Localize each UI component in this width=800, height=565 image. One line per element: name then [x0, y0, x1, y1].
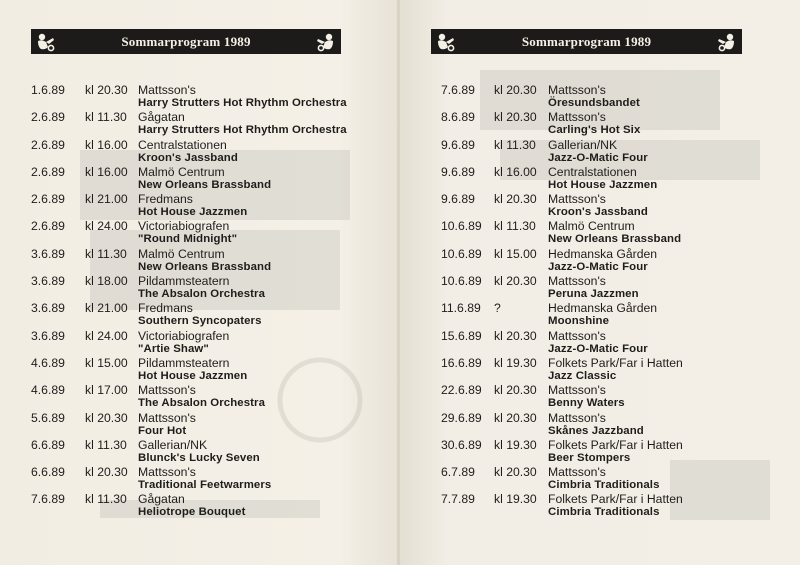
event-band: Kroon's Jassband [548, 206, 648, 219]
event-band: New Orleans Brassband [548, 233, 682, 246]
event-time: kl 20.30 [494, 274, 537, 289]
event-time: kl 21.00 [85, 301, 128, 316]
event-venue: Malmö Centrum [548, 219, 635, 234]
event-time: kl 20.30 [494, 383, 537, 398]
event-time: kl 16.00 [85, 137, 128, 152]
event-band: New Orleans Brassband [138, 178, 272, 191]
event-date: 30.6.89 [441, 437, 482, 452]
event-date: 22.6.89 [441, 383, 482, 398]
event-venue: Malmö Centrum [138, 164, 225, 179]
event-time: kl 15.00 [494, 246, 537, 261]
event-venue: Fredmans [138, 192, 193, 207]
event-date: 3.6.89 [31, 328, 65, 343]
event-time: kl 24.00 [85, 328, 128, 343]
event-venue: Pildammsteatern [138, 274, 230, 289]
event-band: Southern Syncopaters [138, 315, 262, 328]
event-time: kl 11.30 [85, 437, 127, 452]
event-time: kl 20.30 [494, 410, 537, 425]
event-band: Jazz-O-Matic Four [548, 260, 648, 273]
event-time: kl 21.00 [85, 192, 128, 207]
event-venue: Mattsson's [138, 83, 196, 97]
event-date: 2.6.89 [31, 137, 65, 152]
event-time: kl 16.00 [494, 164, 537, 179]
event-time: kl 18.00 [85, 274, 128, 289]
event-venue: Centralstationen [138, 137, 227, 152]
event-time: kl 20.30 [494, 192, 537, 207]
event-date: 3.6.89 [31, 246, 65, 261]
event-venue: Fredmans [138, 301, 193, 316]
event-venue: Victoriabiografen [138, 219, 230, 234]
event-date: 5.6.89 [31, 410, 65, 425]
event-date: 29.6.89 [441, 410, 482, 425]
event-band: Peruna Jazzmen [548, 288, 639, 301]
event-band: Öresundsbandet [548, 97, 640, 109]
event-venue: Hedmanska Gården [548, 246, 658, 261]
event-band: The Absalon Orchestra [138, 288, 266, 301]
event-date: 8.6.89 [441, 110, 475, 125]
event-time: kl 24.00 [85, 219, 128, 234]
event-venue: Mattsson's [548, 465, 606, 480]
event-venue: Hedmanska Gården [548, 301, 658, 316]
event-date: 1.6.89 [31, 83, 65, 97]
saxophone-player-icon [435, 32, 457, 52]
event-band: Hot House Jazzmen [138, 369, 248, 382]
event-venue: Folkets Park/Far i Hatten [548, 492, 683, 507]
event-date: 9.6.89 [441, 164, 475, 179]
event-date: 4.6.89 [31, 383, 65, 398]
event-venue: Mattsson's [138, 410, 196, 425]
event-time: kl 19.30 [494, 437, 537, 452]
event-date: 7.7.89 [441, 492, 475, 507]
event-band: Jazz-O-Matic Four [548, 151, 648, 164]
header-bar-left [31, 29, 341, 54]
event-time: kl 11.30 [494, 219, 536, 234]
event-band: "Artie Shaw" [138, 342, 209, 355]
event-time: kl 16.00 [85, 164, 128, 179]
event-date: 2.6.89 [31, 110, 65, 125]
event-date: 15.6.89 [441, 328, 482, 343]
event-venue: Gallerian/NK [548, 137, 618, 152]
event-band: Jazz Classic [548, 369, 617, 382]
event-date: 9.6.89 [441, 137, 475, 152]
event-date: 7.6.89 [441, 83, 475, 97]
left-page [0, 0, 398, 565]
event-time: kl 15.00 [85, 355, 128, 370]
event-date: 3.6.89 [31, 274, 65, 289]
event-date: 4.6.89 [31, 355, 65, 370]
page-title-left: Sommarprogram 1989 [121, 33, 251, 49]
event-date: 2.6.89 [31, 164, 65, 179]
event-venue: Mattsson's [548, 192, 606, 207]
event-time: kl 20.30 [494, 465, 537, 480]
event-band: Harry Strutters Hot Rhythm Orchestra [138, 97, 347, 109]
event-venue: Pildammsteatern [138, 355, 230, 370]
event-date: 2.6.89 [31, 192, 65, 207]
event-venue: Gallerian/NK [138, 437, 208, 452]
event-venue: Mattsson's [548, 110, 606, 125]
event-date: 9.6.89 [441, 192, 475, 207]
event-band: Kroon's Jassband [138, 151, 238, 164]
page-title-right: Sommarprogram 1989 [521, 33, 652, 49]
event-time: kl 11.30 [85, 246, 127, 261]
event-band: Beer Stompers [548, 451, 631, 464]
event-time: kl 20.30 [85, 83, 128, 97]
event-time: kl 20.30 [494, 328, 537, 343]
header-bar-right [431, 29, 742, 54]
event-date: 6.6.89 [31, 437, 65, 452]
event-time: kl 11.30 [85, 492, 127, 507]
event-band: Four Hot [138, 424, 187, 437]
event-date: 10.6.89 [441, 219, 482, 234]
event-venue: Folkets Park/Far i Hatten [548, 355, 683, 370]
event-time: kl 19.30 [494, 355, 537, 370]
event-band: Benny Waters [548, 397, 625, 410]
event-band: Moonshine [548, 315, 610, 328]
event-time: kl 20.30 [494, 83, 537, 97]
event-band: Blunck's Lucky Seven [138, 451, 260, 464]
event-venue: Victoriabiografen [138, 328, 230, 343]
event-band: New Orleans Brassband [138, 260, 272, 273]
event-time: kl 11.30 [85, 110, 127, 125]
event-venue: Mattsson's [548, 328, 606, 343]
event-date: 3.6.89 [31, 301, 65, 316]
event-date: 7.6.89 [31, 492, 65, 507]
event-date: 10.6.89 [441, 274, 482, 289]
event-band: Hot House Jazzmen [138, 206, 248, 219]
right-page [400, 0, 800, 565]
event-time: kl 20.30 [85, 465, 128, 480]
event-time: kl 19.30 [494, 492, 537, 507]
event-venue: Malmö Centrum [138, 246, 225, 261]
event-date: 2.6.89 [31, 219, 65, 234]
event-band: Harry Strutters Hot Rhythm Orchestra [138, 124, 347, 137]
event-time: kl 17.00 [85, 383, 128, 398]
event-venue: Gågatan [138, 492, 185, 507]
event-band: The Absalon Orchestra [138, 397, 266, 410]
event-venue: Mattsson's [548, 410, 606, 425]
event-date: 11.6.89 [441, 301, 481, 316]
trumpet-player-icon [716, 32, 738, 52]
event-venue: Mattsson's [138, 383, 196, 398]
event-time: kl 20.30 [494, 110, 537, 125]
event-date: 6.7.89 [441, 465, 475, 480]
event-time: kl 20.30 [85, 410, 128, 425]
trumpet-player-icon [315, 32, 337, 52]
event-time: kl 11.30 [494, 137, 536, 152]
event-band: Heliotrope Bouquet [138, 506, 246, 519]
event-venue: Folkets Park/Far i Hatten [548, 437, 683, 452]
event-venue: Mattsson's [548, 274, 606, 289]
event-venue: Gågatan [138, 110, 185, 125]
event-date: 10.6.89 [441, 246, 482, 261]
event-date: 16.6.89 [441, 355, 482, 370]
event-date: 6.6.89 [31, 465, 65, 480]
event-venue: Mattsson's [548, 383, 606, 398]
event-band: Carling's Hot Six [548, 124, 641, 137]
event-band: Jazz-O-Matic Four [548, 342, 648, 355]
event-venue: Centralstationen [548, 164, 637, 179]
event-band: Cimbria Traditionals [548, 506, 660, 519]
event-band: Cimbria Traditionals [548, 479, 660, 492]
saxophone-player-icon [35, 32, 57, 52]
event-time: ? [494, 301, 501, 316]
event-venue: Mattsson's [138, 465, 196, 480]
event-band: Traditional Feetwarmers [138, 479, 272, 492]
event-venue: Mattsson's [548, 83, 606, 97]
event-band: "Round Midnight" [138, 233, 238, 246]
event-band: Hot House Jazzmen [548, 178, 658, 191]
event-band: Skånes Jazzband [548, 424, 644, 437]
